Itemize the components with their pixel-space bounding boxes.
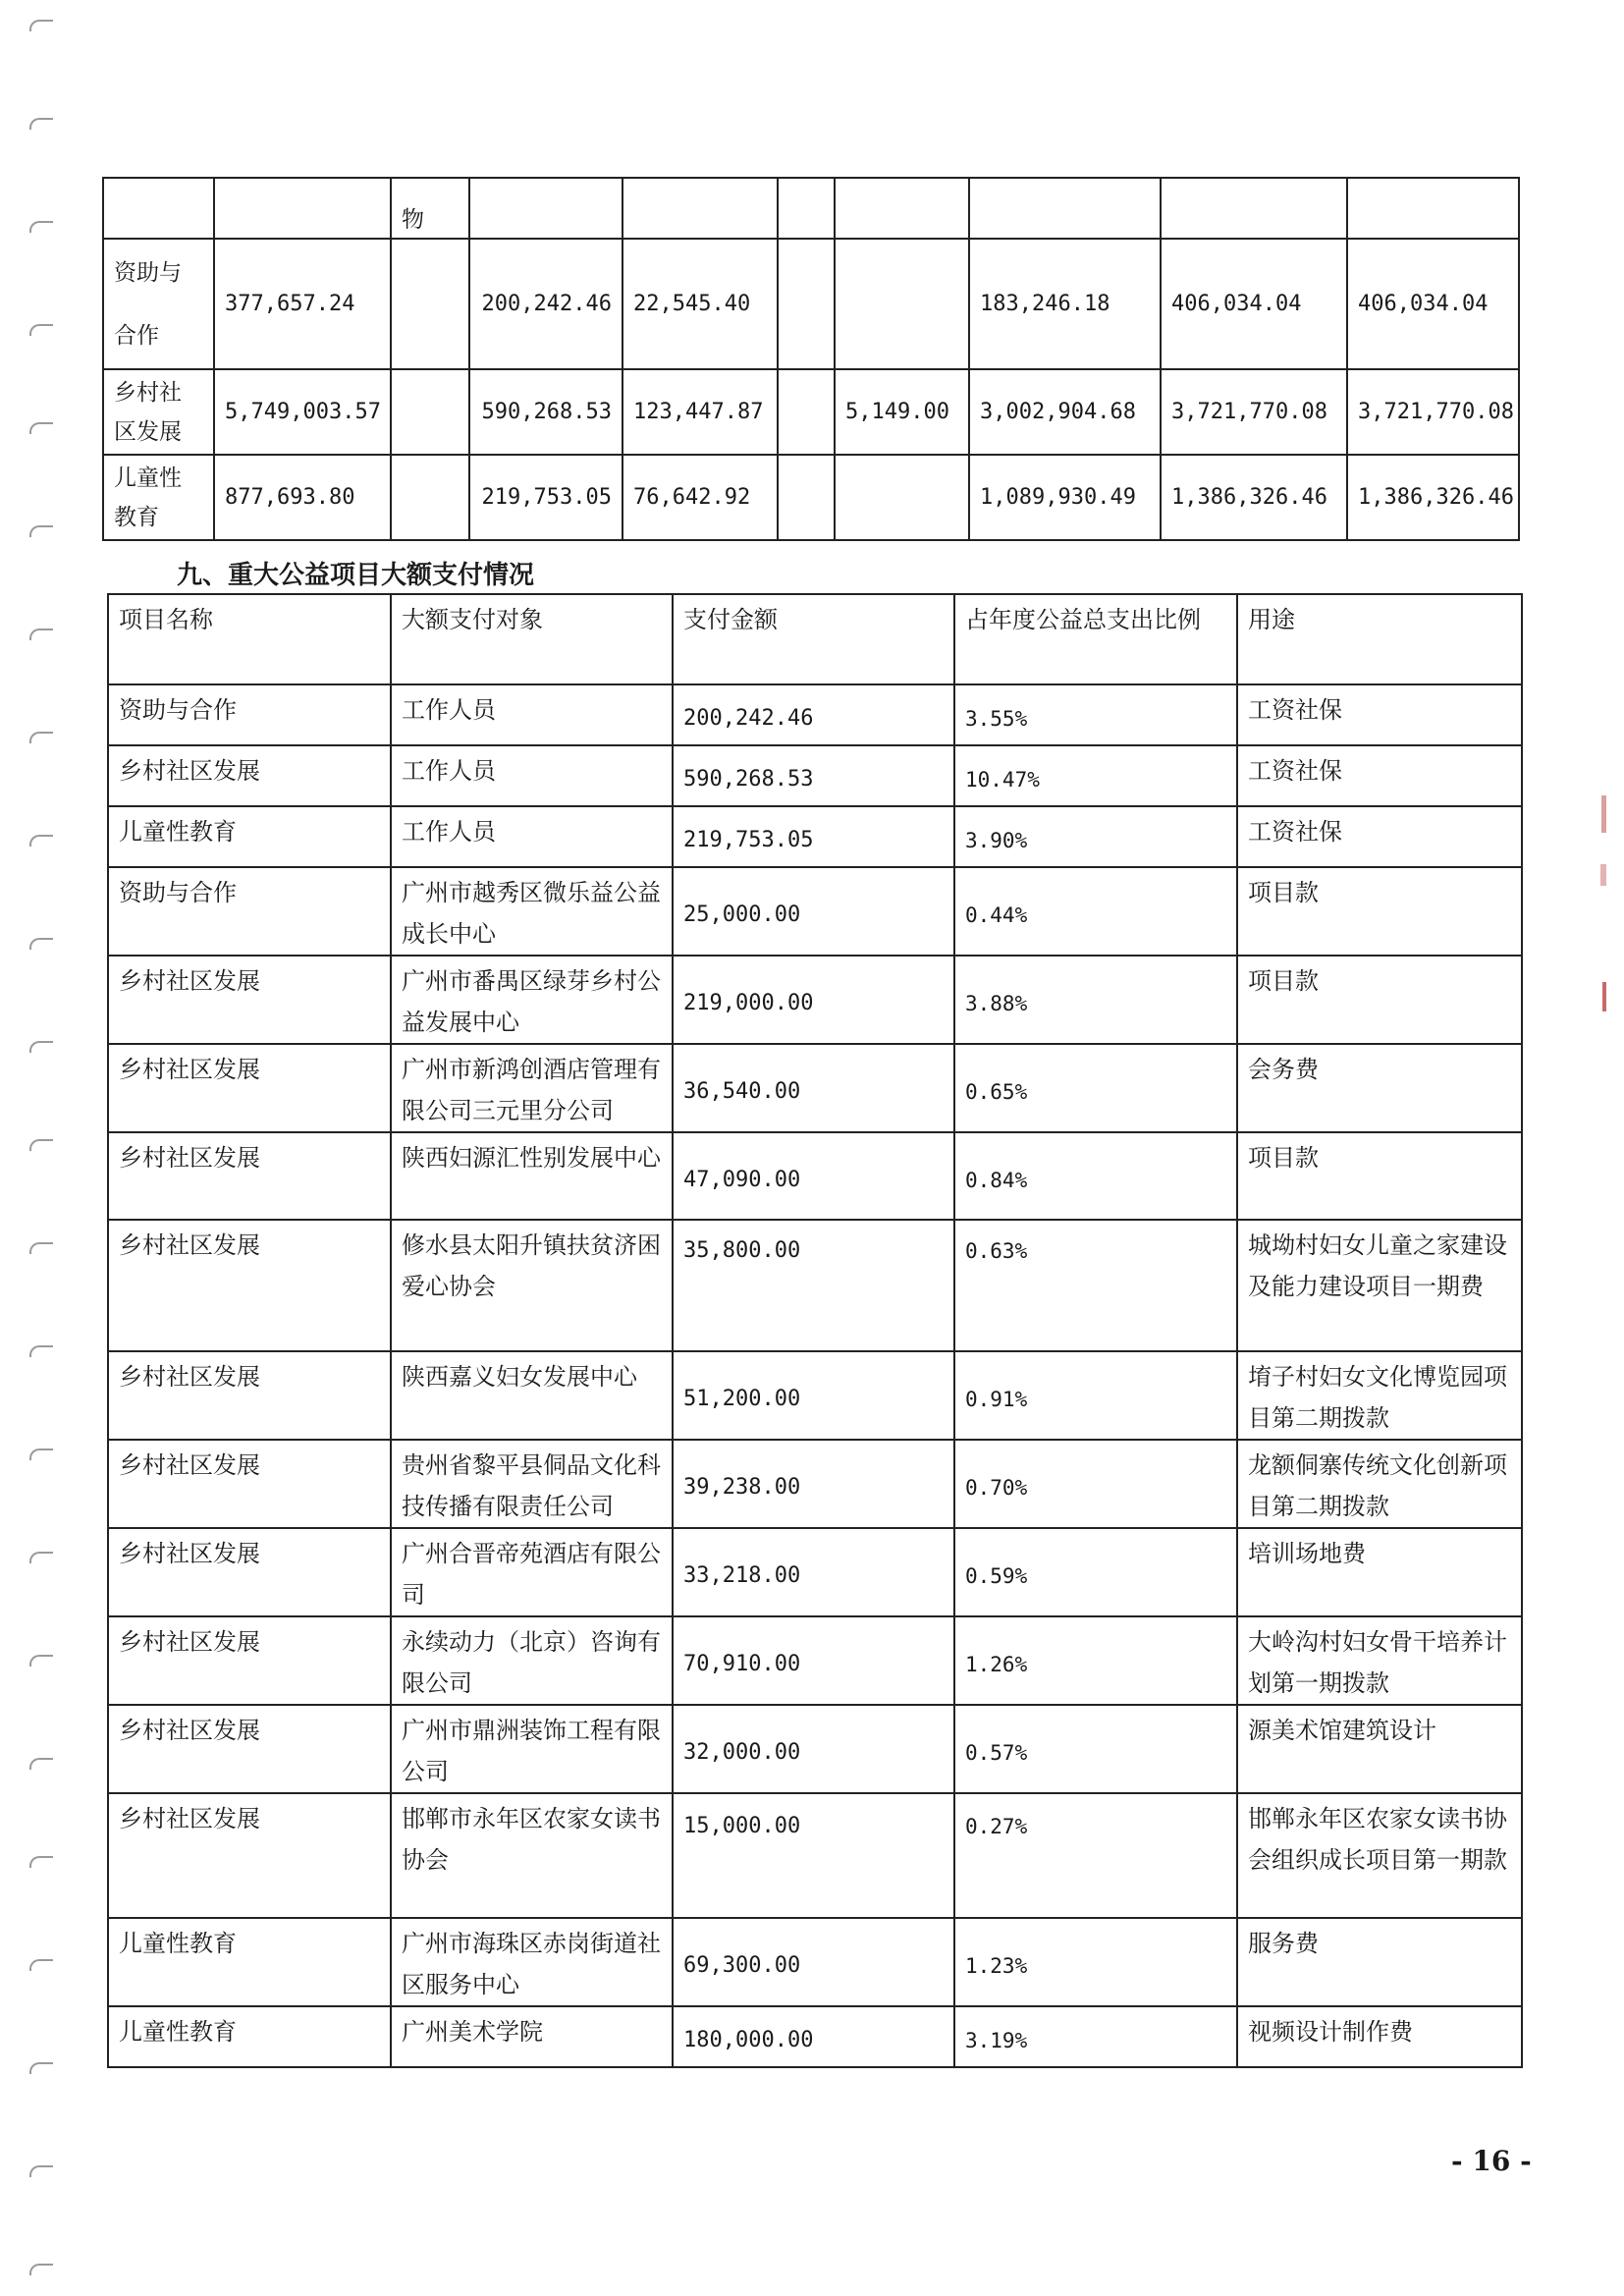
payee: 工作人员 [391, 806, 673, 867]
project-name: 乡村社区发展 [108, 1616, 391, 1705]
table-row [108, 1616, 1522, 1705]
table-row [108, 1918, 1522, 2006]
payment-amount: 219,753.05 [673, 806, 954, 867]
project-name: 资助与合作 [108, 867, 391, 956]
table-cell [969, 178, 1161, 239]
table-row [108, 806, 1522, 867]
project-name: 儿童性教育 [108, 2006, 391, 2067]
table-row [108, 867, 1522, 956]
binder-hole [29, 2062, 53, 2074]
project-name: 乡村社区发展 [108, 1132, 391, 1220]
table-cell: 1,089,930.49 [969, 455, 1161, 540]
binder-hole [29, 525, 53, 537]
binder-hole [29, 1856, 53, 1868]
payment-ratio: 0.57% [954, 1705, 1237, 1793]
table-cell: 76,642.92 [623, 455, 778, 540]
binder-hole [29, 1758, 53, 1770]
payment-amount: 25,000.00 [673, 867, 954, 956]
binder-hole [29, 20, 53, 31]
table-row [103, 455, 1519, 540]
binder-hole [29, 1655, 53, 1667]
table-cell [391, 455, 469, 540]
payment-amount: 590,268.53 [673, 745, 954, 806]
payment-purpose: 源美术馆建筑设计 [1237, 1705, 1522, 1793]
payment-ratio: 0.59% [954, 1528, 1237, 1616]
binder-holes [8, 0, 57, 2296]
table-row [108, 745, 1522, 806]
table-cell: 377,657.24 [214, 239, 391, 369]
project-name: 乡村社区发展 [108, 1528, 391, 1616]
project-name: 乡村社区发展 [108, 1440, 391, 1528]
table-cell: 5,749,003.57 [214, 369, 391, 455]
binder-hole [29, 1242, 53, 1254]
project-name: 儿童性教育 [108, 1918, 391, 2006]
payment-ratio: 10.47% [954, 745, 1237, 806]
table-cell [835, 239, 969, 369]
table-cell [835, 178, 969, 239]
table-cell: 22,545.40 [623, 239, 778, 369]
table-cell [391, 239, 469, 369]
binder-hole [29, 422, 53, 434]
project-name: 儿童性教育 [103, 455, 214, 540]
project-name: 乡村社区发展 [108, 1220, 391, 1351]
table-cell: 3,721,770.08 [1161, 369, 1347, 455]
table-cell [835, 455, 969, 540]
table-cell: 5,149.00 [835, 369, 969, 455]
column-header: 项目名称 [108, 594, 391, 684]
payment-purpose: 工资社保 [1237, 806, 1522, 867]
table-cell [778, 369, 835, 455]
payment-ratio: 1.26% [954, 1616, 1237, 1705]
payment-purpose: 视频设计制作费 [1237, 2006, 1522, 2067]
payment-purpose: 工资社保 [1237, 684, 1522, 745]
table-cell: 1,386,326.46 [1347, 455, 1519, 540]
payee: 广州市海珠区赤岗街道社区服务中心 [391, 1918, 673, 2006]
binder-hole [29, 1041, 53, 1053]
payment-ratio: 0.27% [954, 1793, 1237, 1918]
project-name: 资助与合作 [103, 239, 214, 369]
payee: 贵州省黎平县侗品文化科技传播有限责任公司 [391, 1440, 673, 1528]
payee: 工作人员 [391, 745, 673, 806]
binder-hole [29, 221, 53, 233]
binder-hole [29, 1449, 53, 1460]
payment-ratio: 0.44% [954, 867, 1237, 956]
project-name: 乡村社区发展 [108, 1351, 391, 1440]
binder-hole [29, 2165, 53, 2177]
project-name: 乡村社区发展 [103, 369, 214, 455]
table-row [103, 239, 1519, 369]
binder-hole [29, 1959, 53, 1971]
table-cell: 406,034.04 [1161, 239, 1347, 369]
payment-amount: 69,300.00 [673, 1918, 954, 2006]
table-row [108, 956, 1522, 1044]
table-cell [103, 178, 214, 239]
binder-hole [29, 118, 53, 130]
table-cell: 183,246.18 [969, 239, 1161, 369]
payment-ratio: 3.19% [954, 2006, 1237, 2067]
table-cell [214, 178, 391, 239]
payment-amount: 33,218.00 [673, 1528, 954, 1616]
table-header-row [108, 594, 1522, 684]
table-cell: 3,002,904.68 [969, 369, 1161, 455]
payment-amount: 200,242.46 [673, 684, 954, 745]
column-header: 占年度公益总支出比例 [954, 594, 1237, 684]
seal-edge-mark [1602, 982, 1606, 1011]
payment-purpose: 堉子村妇女文化博览园项目第二期拨款 [1237, 1351, 1522, 1440]
table-cell: 物 [391, 178, 469, 239]
expense-summary-table [102, 177, 1520, 541]
payment-purpose: 龙额侗寨传统文化创新项目第二期拨款 [1237, 1440, 1522, 1528]
large-payments-table [107, 593, 1523, 2068]
payee: 修水县太阳升镇扶贫济困爱心协会 [391, 1220, 673, 1351]
column-header: 支付金额 [673, 594, 954, 684]
project-name: 儿童性教育 [108, 806, 391, 867]
binder-hole [29, 732, 53, 743]
payee: 永续动力（北京）咨询有限公司 [391, 1616, 673, 1705]
payment-amount: 180,000.00 [673, 2006, 954, 2067]
table-row [103, 369, 1519, 455]
payment-ratio: 0.63% [954, 1220, 1237, 1351]
binder-hole [29, 835, 53, 847]
payment-ratio: 3.90% [954, 806, 1237, 867]
table-cell [623, 178, 778, 239]
binder-hole [29, 1139, 53, 1151]
payee: 广州美术学院 [391, 2006, 673, 2067]
payment-ratio: 0.70% [954, 1440, 1237, 1528]
table-cell: 590,268.53 [469, 369, 623, 455]
payment-amount: 32,000.00 [673, 1705, 954, 1793]
payment-amount: 36,540.00 [673, 1044, 954, 1132]
payment-amount: 51,200.00 [673, 1351, 954, 1440]
binder-hole [29, 1345, 53, 1357]
table-cell: 1,386,326.46 [1161, 455, 1347, 540]
payee: 广州市鼎洲装饰工程有限公司 [391, 1705, 673, 1793]
page-number: - 16 - [1451, 2145, 1532, 2177]
binder-hole [29, 2264, 53, 2275]
payee: 广州市番禺区绿芽乡村公益发展中心 [391, 956, 673, 1044]
table-row [108, 1132, 1522, 1220]
section-heading: 九、重大公益项目大额支付情况 [177, 561, 535, 590]
table-row [108, 1705, 1522, 1793]
payment-ratio: 0.91% [954, 1351, 1237, 1440]
payee: 工作人员 [391, 684, 673, 745]
payment-ratio: 3.55% [954, 684, 1237, 745]
payee: 陕西妇源汇性别发展中心 [391, 1132, 673, 1220]
seal-edge-mark [1601, 795, 1606, 833]
table-row [108, 1440, 1522, 1528]
payment-purpose: 项目款 [1237, 956, 1522, 1044]
payment-purpose: 大岭沟村妇女骨干培养计划第一期拨款 [1237, 1616, 1522, 1705]
payment-purpose: 邯郸永年区农家女读书协会组织成长项目第一期款 [1237, 1793, 1522, 1918]
table-row [108, 1793, 1522, 1918]
payment-amount: 219,000.00 [673, 956, 954, 1044]
payment-amount: 39,238.00 [673, 1440, 954, 1528]
table-cell: 123,447.87 [623, 369, 778, 455]
table-cell: 219,753.05 [469, 455, 623, 540]
payment-purpose: 服务费 [1237, 1918, 1522, 2006]
payee: 广州市新鸿创酒店管理有限公司三元里分公司 [391, 1044, 673, 1132]
table-cell: 406,034.04 [1347, 239, 1519, 369]
project-name: 资助与合作 [108, 684, 391, 745]
project-name: 乡村社区发展 [108, 1793, 391, 1918]
payee: 广州市越秀区微乐益公益成长中心 [391, 867, 673, 956]
payment-amount: 35,800.00 [673, 1220, 954, 1351]
payment-purpose: 城坳村妇女儿童之家建设及能力建设项目一期费 [1237, 1220, 1522, 1351]
table-cell [1347, 178, 1519, 239]
table-row [108, 1220, 1522, 1351]
table-cell [391, 369, 469, 455]
table-row [108, 684, 1522, 745]
payment-ratio: 3.88% [954, 956, 1237, 1044]
binder-hole [29, 1552, 53, 1563]
table-cell: 877,693.80 [214, 455, 391, 540]
payment-ratio: 0.65% [954, 1044, 1237, 1132]
payment-ratio: 1.23% [954, 1918, 1237, 2006]
table-row [108, 1351, 1522, 1440]
payment-ratio: 0.84% [954, 1132, 1237, 1220]
table-cell [778, 455, 835, 540]
table-cell: 200,242.46 [469, 239, 623, 369]
table-row [108, 2006, 1522, 2067]
table-cell [469, 178, 623, 239]
column-header: 用途 [1237, 594, 1522, 684]
table-cell [1161, 178, 1347, 239]
seal-edge-mark [1600, 864, 1606, 886]
payment-purpose: 会务费 [1237, 1044, 1522, 1132]
payee: 广州合晋帝苑酒店有限公司 [391, 1528, 673, 1616]
payment-purpose: 工资社保 [1237, 745, 1522, 806]
payee: 陕西嘉义妇女发展中心 [391, 1351, 673, 1440]
table-row [103, 178, 1519, 239]
table-cell [778, 178, 835, 239]
binder-hole [29, 938, 53, 950]
binder-hole [29, 324, 53, 336]
binder-hole [29, 629, 53, 640]
payment-amount: 70,910.00 [673, 1616, 954, 1705]
project-name: 乡村社区发展 [108, 956, 391, 1044]
table-row [108, 1044, 1522, 1132]
payee: 邯郸市永年区农家女读书协会 [391, 1793, 673, 1918]
column-header: 大额支付对象 [391, 594, 673, 684]
payment-amount: 15,000.00 [673, 1793, 954, 1918]
payment-purpose: 项目款 [1237, 1132, 1522, 1220]
project-name: 乡村社区发展 [108, 745, 391, 806]
payment-amount: 47,090.00 [673, 1132, 954, 1220]
payment-purpose: 项目款 [1237, 867, 1522, 956]
project-name: 乡村社区发展 [108, 1044, 391, 1132]
payment-purpose: 培训场地费 [1237, 1528, 1522, 1616]
table-cell: 3,721,770.08 [1347, 369, 1519, 455]
table-row [108, 1528, 1522, 1616]
table-cell [778, 239, 835, 369]
project-name: 乡村社区发展 [108, 1705, 391, 1793]
